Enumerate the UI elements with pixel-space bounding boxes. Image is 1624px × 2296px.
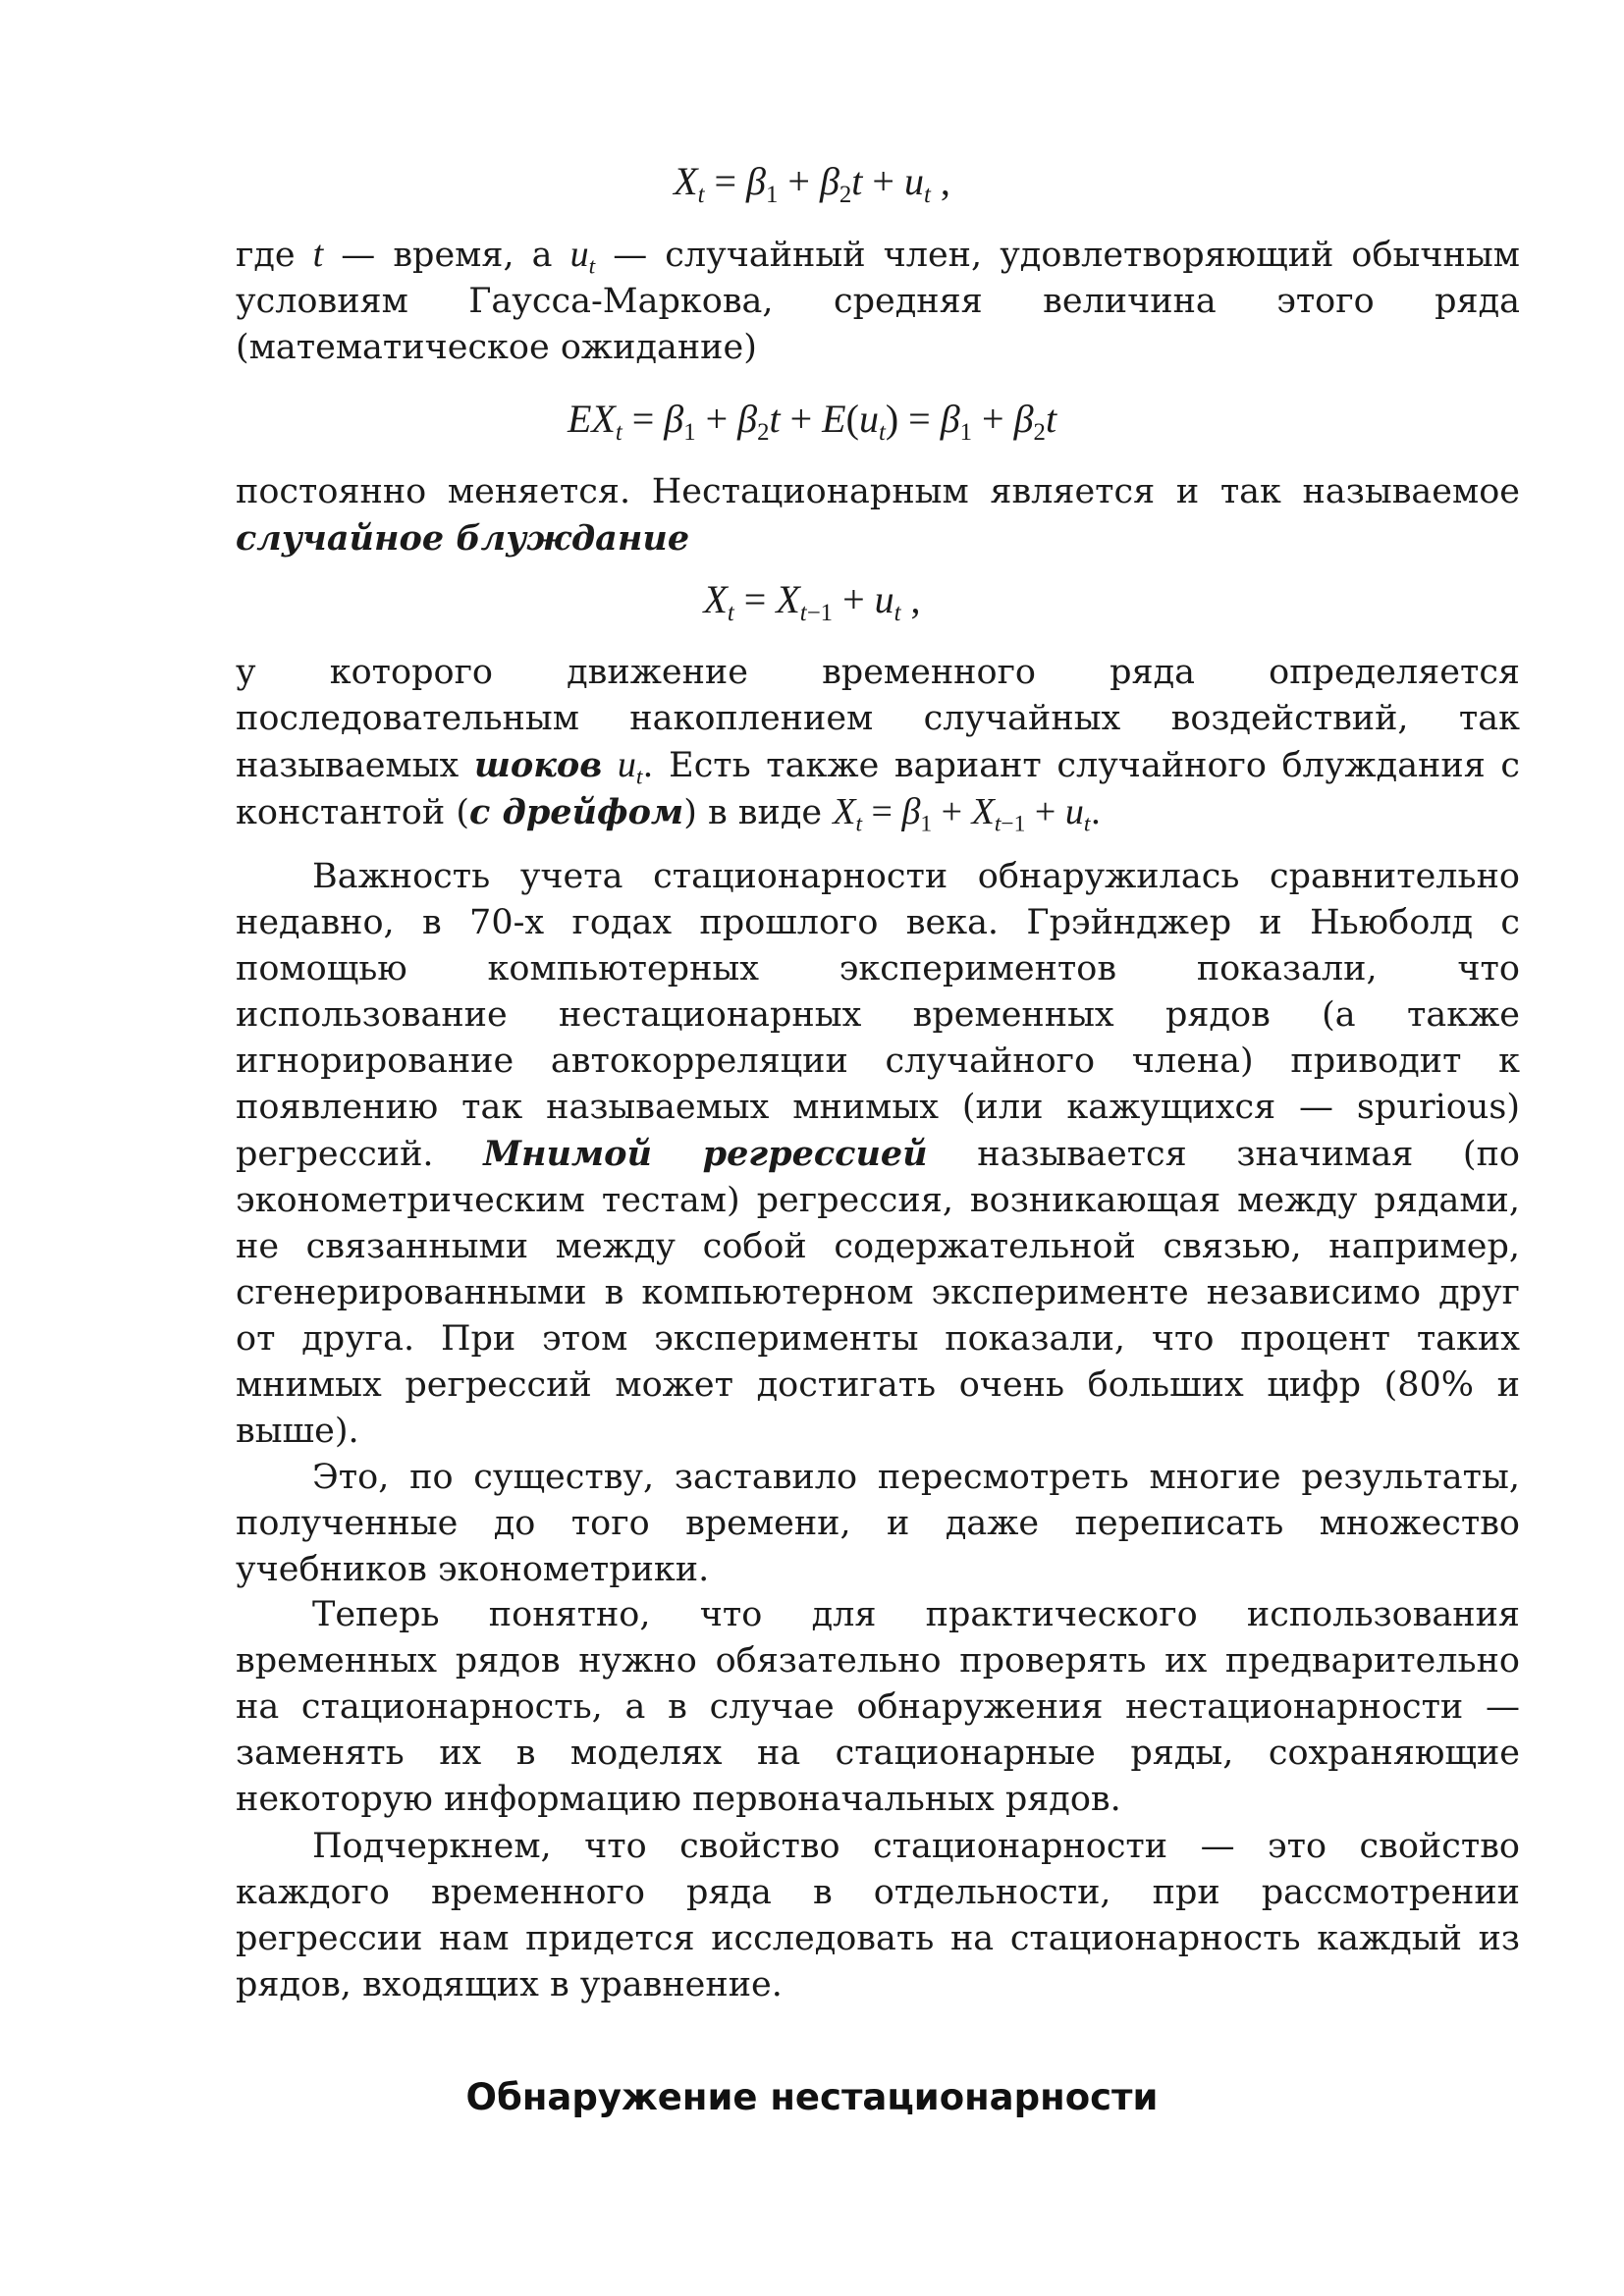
- term-drift: с дрейфом: [468, 792, 684, 832]
- text-fragment: где: [236, 236, 296, 275]
- math-t: t: [312, 234, 324, 275]
- formula-random-walk: [0, 575, 1624, 624]
- text-fragment: Это, по существу, заставило пересмотреть многие результаты, полученные до того времени, и даже переписать множество учебников эконометрики.: [236, 1458, 1520, 1589]
- text-fragment: Подчеркнем, что свойство стационарности — это свойство каждого временного ряда в отдельности, при рассмотрении регрессии нам придется исследовать на стационарность каждый из рядов, входящих в уравнение.: [236, 1827, 1520, 2004]
- formula-random-walk-expression: $X_t = X_{t-1} + u_t$ ,: [703, 577, 921, 626]
- math-u-t: $u_t$: [569, 234, 596, 280]
- formula-expectation: [0, 395, 1624, 444]
- text-fragment: . Есть также вариант случайного блуждания с константой (: [236, 746, 1520, 832]
- paragraph-stationarity-property: [236, 1824, 1520, 2008]
- paragraph-definitions: [236, 232, 1520, 371]
- text-fragment: у которого движение временного ряда определяется последовательным накоплением случайных воздействий, так называемых: [236, 653, 1520, 785]
- term-random-walk: случайное блуждание: [236, 518, 690, 559]
- text-fragment: Теперь понятно, что для практического использования временных рядов нужно обязательно проверять их предварительно на стационарность, а в случае обнаружения нестационарности — заменять их в моделях на стационарные ряды, сохраняющие некоторую информацию первоначальных рядов.: [236, 1595, 1520, 1819]
- paragraph-practical-use: [236, 1592, 1520, 1823]
- text-fragment: Важность учета стационарности обнаружилась сравнительно недавно, в 70-х годах прошлого века. Грэйнджер и Ньюболд с помощью компьютерных экспериментов показали, что использование нестационарных временных рядов (а также игнорирование автокорреляции случайного члена) приводит к появлению так называемых мнимых (или кажущихся — spurious) регрессий.: [236, 857, 1520, 1174]
- text-fragment: — случайный член, удовлетворяющий обычным условиям Гаусса-Маркова, средняя величина этого ряда (математическое ожидание): [236, 236, 1520, 367]
- paragraph-random-walk-details: [236, 650, 1520, 836]
- section-heading: Обнаружение нестационарности: [465, 2076, 1159, 2118]
- math-u-t: $u_t$: [617, 744, 643, 790]
- formula-trend: [0, 157, 1624, 206]
- term-spurious-regression: Мнимой регрессией: [483, 1134, 928, 1174]
- math-random-walk-drift: $X_t = \beta_1 + X_{t-1} + u_t$: [833, 791, 1091, 837]
- text-fragment: .: [1090, 793, 1102, 832]
- term-shocks: шоков: [473, 745, 603, 785]
- formula-trend-expression: $X_t = \beta_1 + \beta_2t + u_t$ ,: [674, 159, 950, 208]
- formula-expectation-expression: $EX_t = \beta_1 + \beta_2t + E(u_t) = \beta_1 + \beta_2t$: [567, 397, 1057, 446]
- text-fragment: ) в виде: [683, 793, 823, 832]
- text-fragment: постоянно меняется. Нестационарным является и так называемое: [236, 472, 1520, 511]
- paragraph-random-walk-intro: [236, 469, 1520, 562]
- paragraph-spurious-regression: [236, 854, 1520, 1455]
- paragraph-revision: [236, 1455, 1520, 1593]
- text-fragment: называется значимая (по эконометрическим тестам) регрессия, возникающая между рядами, не связанными между собой содержательной связью, например, сгенерированными в компьютерном эксперименте независимо друг от друга. При этом эксперименты показали, что процент таких мнимых регрессий может достигать очень больших цифр (80% и выше).: [236, 1135, 1520, 1451]
- text-fragment: — время, а: [341, 236, 553, 275]
